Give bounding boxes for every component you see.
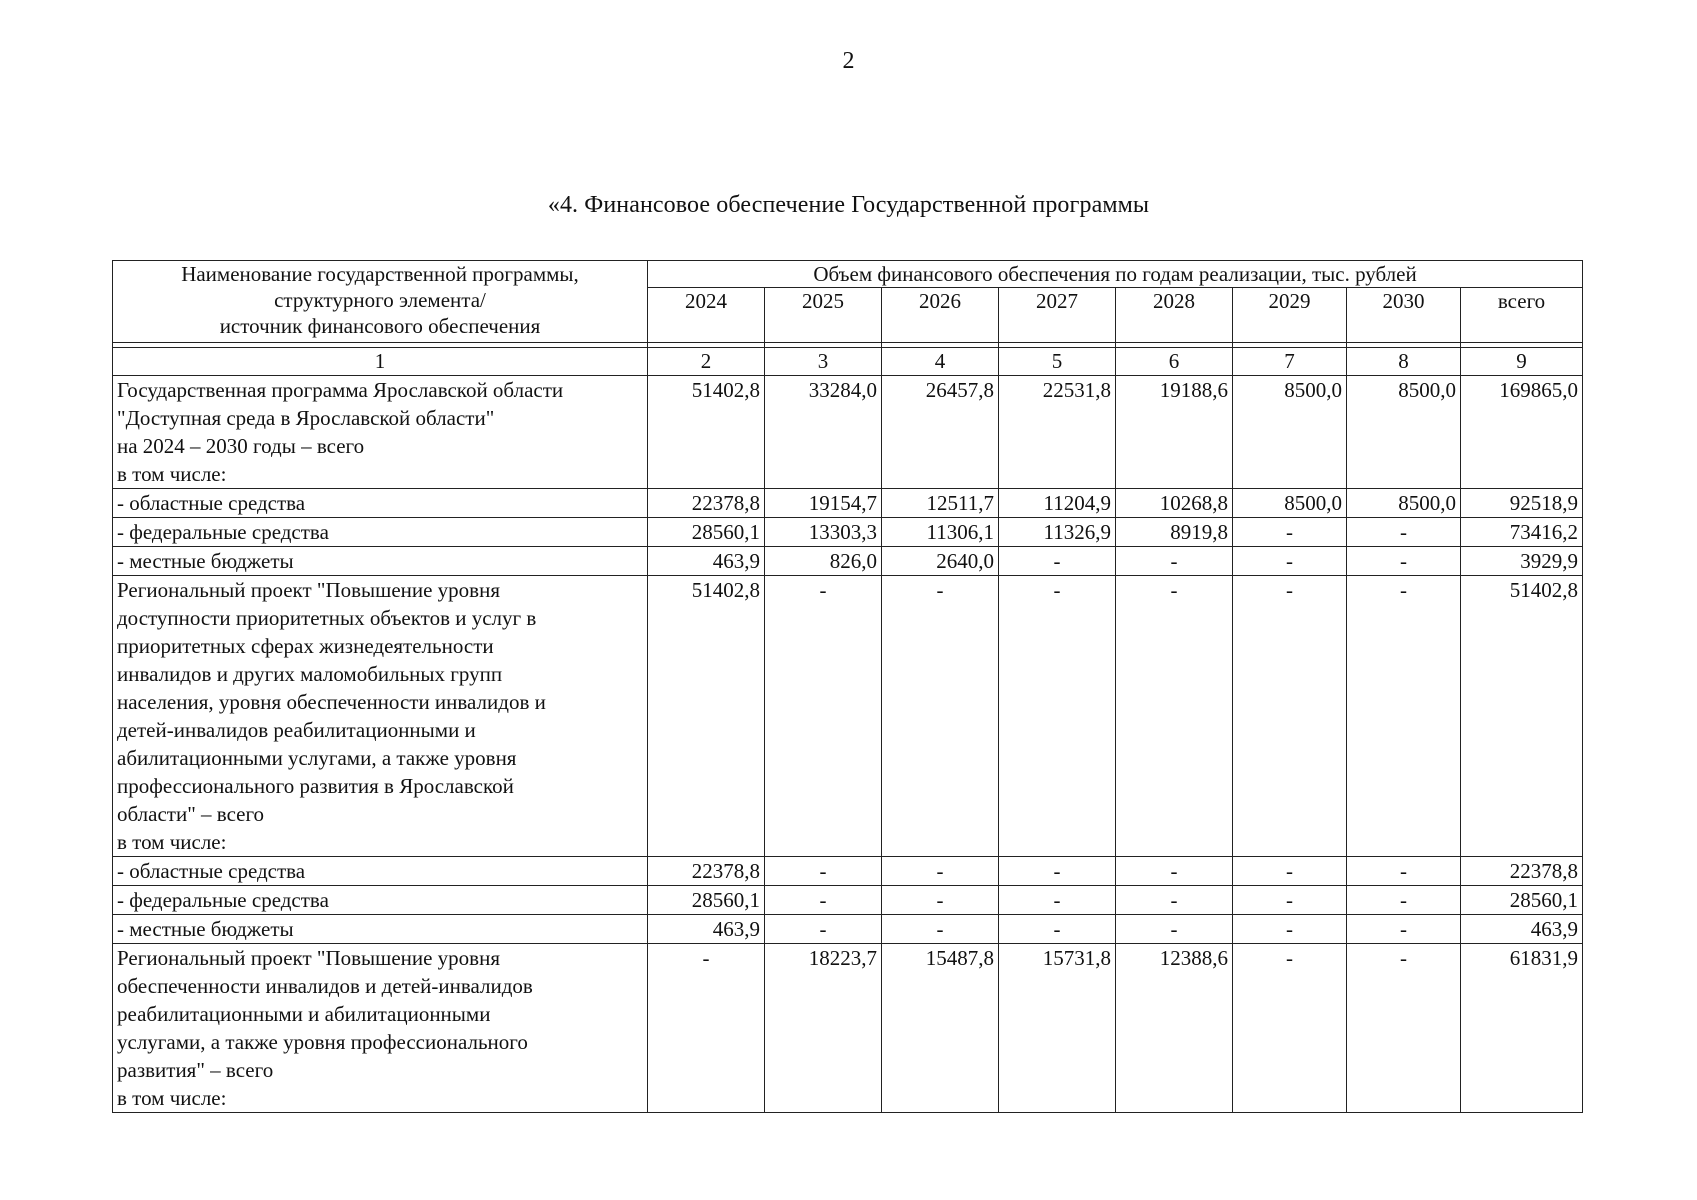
table-row	[113, 376, 1583, 489]
year-value-cell: -	[1116, 915, 1233, 944]
total-value-cell: 73416,2	[1461, 518, 1583, 547]
year-value-cell: 8919,8	[1116, 518, 1233, 547]
year-value-cell: -	[1347, 857, 1461, 886]
section-title: «4. Финансовое обеспечение Государственной программы	[547, 192, 1150, 218]
column-number: 3	[765, 348, 882, 376]
year-value-cell: -	[1116, 576, 1233, 857]
row-name-line: услугами, а также уровня профессионального	[117, 1030, 528, 1054]
total-value-cell: 28560,1	[1461, 886, 1583, 915]
total-value-cell: 92518,9	[1461, 489, 1583, 518]
year-value-cell: -	[1347, 915, 1461, 944]
year-value-cell: 22378,8	[648, 489, 765, 518]
year-value-cell: 28560,1	[648, 518, 765, 547]
row-name-line: детей-инвалидов реабилитационными и	[117, 718, 476, 742]
row-name-line: в том числе:	[117, 830, 227, 854]
row-name-cell	[113, 376, 648, 489]
year-value-cell: 8500,0	[1233, 489, 1347, 518]
row-name-line: приоритетных сферах жизнедеятельности	[117, 634, 494, 658]
table-row	[113, 489, 1583, 518]
row-name-line: абилитационными услугами, а также уровня	[117, 746, 517, 770]
year-value-cell: -	[882, 857, 999, 886]
column-number: 8	[1347, 348, 1461, 376]
year-value-cell: -	[882, 886, 999, 915]
year-value-cell: -	[1347, 576, 1461, 857]
year-value-cell: 12511,7	[882, 489, 999, 518]
year-value-cell: -	[1233, 518, 1347, 547]
funding-group-header: Объем финансового обеспечения по годам реализации, тыс. рублей	[648, 261, 1583, 288]
row-name-line: - областные средства	[117, 491, 306, 515]
year-header: 2030	[1347, 288, 1461, 343]
row-name-cell	[113, 915, 648, 944]
total-value-cell: 22378,8	[1461, 857, 1583, 886]
year-value-cell: 11326,9	[999, 518, 1116, 547]
row-name-line: населения, уровня обеспеченности инвалидов и	[117, 690, 546, 714]
total-value-cell: 61831,9	[1461, 944, 1583, 1113]
year-value-cell: 8500,0	[1347, 376, 1461, 489]
year-value-cell: 19188,6	[1116, 376, 1233, 489]
table-row	[113, 547, 1583, 576]
row-name-line: - федеральные средства	[117, 520, 329, 544]
year-value-cell: 26457,8	[882, 376, 999, 489]
table-row	[113, 857, 1583, 886]
year-value-cell: -	[1347, 518, 1461, 547]
year-value-cell: -	[999, 857, 1116, 886]
year-value-cell: 15487,8	[882, 944, 999, 1113]
row-name-cell	[113, 886, 648, 915]
table-row	[113, 886, 1583, 915]
year-value-cell: 33284,0	[765, 376, 882, 489]
table-row	[113, 915, 1583, 944]
row-name-line: реабилитационными и абилитационными	[117, 1002, 491, 1026]
year-value-cell: -	[999, 576, 1116, 857]
year-value-cell: -	[1116, 547, 1233, 576]
year-header: 2027	[999, 288, 1116, 343]
total-value-cell: 3929,9	[1461, 547, 1583, 576]
year-header: 2029	[1233, 288, 1347, 343]
year-value-cell: -	[882, 915, 999, 944]
row-name-line: на 2024 – 2030 годы – всего	[117, 434, 365, 458]
year-value-cell: -	[999, 547, 1116, 576]
year-value-cell: -	[1233, 547, 1347, 576]
row-name-line: развития" – всего	[117, 1058, 274, 1082]
row-name-line: обеспеченности инвалидов и детей-инвалидов	[117, 974, 533, 998]
financing-table	[112, 260, 1583, 1113]
row-name-line: - местные бюджеты	[117, 549, 294, 573]
year-value-cell: -	[1116, 857, 1233, 886]
total-value-cell: 51402,8	[1461, 576, 1583, 857]
year-value-cell: 12388,6	[1116, 944, 1233, 1113]
row-name-line: в том числе:	[117, 462, 227, 486]
table-row	[113, 518, 1583, 547]
year-value-cell: 19154,7	[765, 489, 882, 518]
year-value-cell: -	[1347, 547, 1461, 576]
row-name-line: профессионального развития в Ярославской	[117, 774, 514, 798]
page-number: 2	[842, 48, 855, 74]
column-number: 5	[999, 348, 1116, 376]
year-value-cell: 28560,1	[648, 886, 765, 915]
column-number: 1	[113, 348, 648, 376]
row-name-line: - местные бюджеты	[117, 917, 294, 941]
row-name-cell	[113, 944, 648, 1113]
row-name-line: Региональный проект "Повышение уровня	[117, 578, 500, 602]
column-number: 6	[1116, 348, 1233, 376]
year-value-cell: -	[1233, 576, 1347, 857]
year-value-cell: 11204,9	[999, 489, 1116, 518]
year-value-cell: -	[765, 886, 882, 915]
row-name-line: Государственная программа Ярославской области	[117, 378, 564, 402]
table-row	[113, 944, 1583, 1113]
name-header-line: Наименование государственной программы,	[181, 262, 579, 286]
year-value-cell: 13303,3	[765, 518, 882, 547]
year-value-cell: 10268,8	[1116, 489, 1233, 518]
row-name-line: области" – всего	[117, 802, 265, 826]
row-name-cell	[113, 576, 648, 857]
year-header: 2026	[882, 288, 999, 343]
year-value-cell: -	[1233, 886, 1347, 915]
year-value-cell: 8500,0	[1347, 489, 1461, 518]
year-header: 2024	[648, 288, 765, 343]
year-value-cell: 826,0	[765, 547, 882, 576]
column-number-row	[113, 348, 1583, 376]
year-value-cell: -	[765, 915, 882, 944]
year-value-cell: -	[765, 576, 882, 857]
year-value-cell: 8500,0	[1233, 376, 1347, 489]
year-value-cell: -	[1347, 944, 1461, 1113]
row-name-cell	[113, 857, 648, 886]
year-value-cell: 18223,7	[765, 944, 882, 1113]
year-value-cell: 22378,8	[648, 857, 765, 886]
year-value-cell: 11306,1	[882, 518, 999, 547]
year-value-cell: -	[1233, 915, 1347, 944]
year-value-cell: 51402,8	[648, 576, 765, 857]
year-value-cell: 51402,8	[648, 376, 765, 489]
year-value-cell: -	[1347, 886, 1461, 915]
year-value-cell: -	[648, 944, 765, 1113]
column-number: 7	[1233, 348, 1347, 376]
row-name-line: "Доступная среда в Ярославской области"	[117, 406, 495, 430]
year-value-cell: 2640,0	[882, 547, 999, 576]
year-header: 2028	[1116, 288, 1233, 343]
name-header-line: источник финансового обеспечения	[219, 314, 541, 338]
column-number: 4	[882, 348, 999, 376]
year-value-cell: -	[765, 857, 882, 886]
name-header-line: структурного элемента/	[274, 288, 486, 312]
year-value-cell: 463,9	[648, 547, 765, 576]
year-value-cell: 463,9	[648, 915, 765, 944]
row-name-cell	[113, 518, 648, 547]
year-value-cell: -	[1233, 944, 1347, 1113]
year-value-cell: -	[1233, 857, 1347, 886]
total-value-cell: 463,9	[1461, 915, 1583, 944]
row-name-line: Региональный проект "Повышение уровня	[117, 946, 500, 970]
year-value-cell: 15731,8	[999, 944, 1116, 1113]
year-value-cell: -	[999, 915, 1116, 944]
row-name-line: инвалидов и других маломобильных групп	[117, 662, 503, 686]
year-value-cell: -	[882, 576, 999, 857]
column-number: 2	[648, 348, 765, 376]
column-number: 9	[1461, 348, 1583, 376]
row-name-line: - федеральные средства	[117, 888, 329, 912]
row-name-cell	[113, 489, 648, 518]
row-name-line: в том числе:	[117, 1086, 227, 1110]
year-value-cell: -	[999, 886, 1116, 915]
row-name-cell	[113, 547, 648, 576]
total-value-cell: 169865,0	[1461, 376, 1583, 489]
year-header: 2025	[765, 288, 882, 343]
year-value-cell: 22531,8	[999, 376, 1116, 489]
table-row	[113, 576, 1583, 857]
row-name-line: доступности приоритетных объектов и услуг в	[117, 606, 537, 630]
row-name-line: - областные средства	[117, 859, 306, 883]
total-header: всего	[1461, 288, 1583, 343]
year-value-cell: -	[1116, 886, 1233, 915]
name-column-header	[113, 261, 648, 343]
